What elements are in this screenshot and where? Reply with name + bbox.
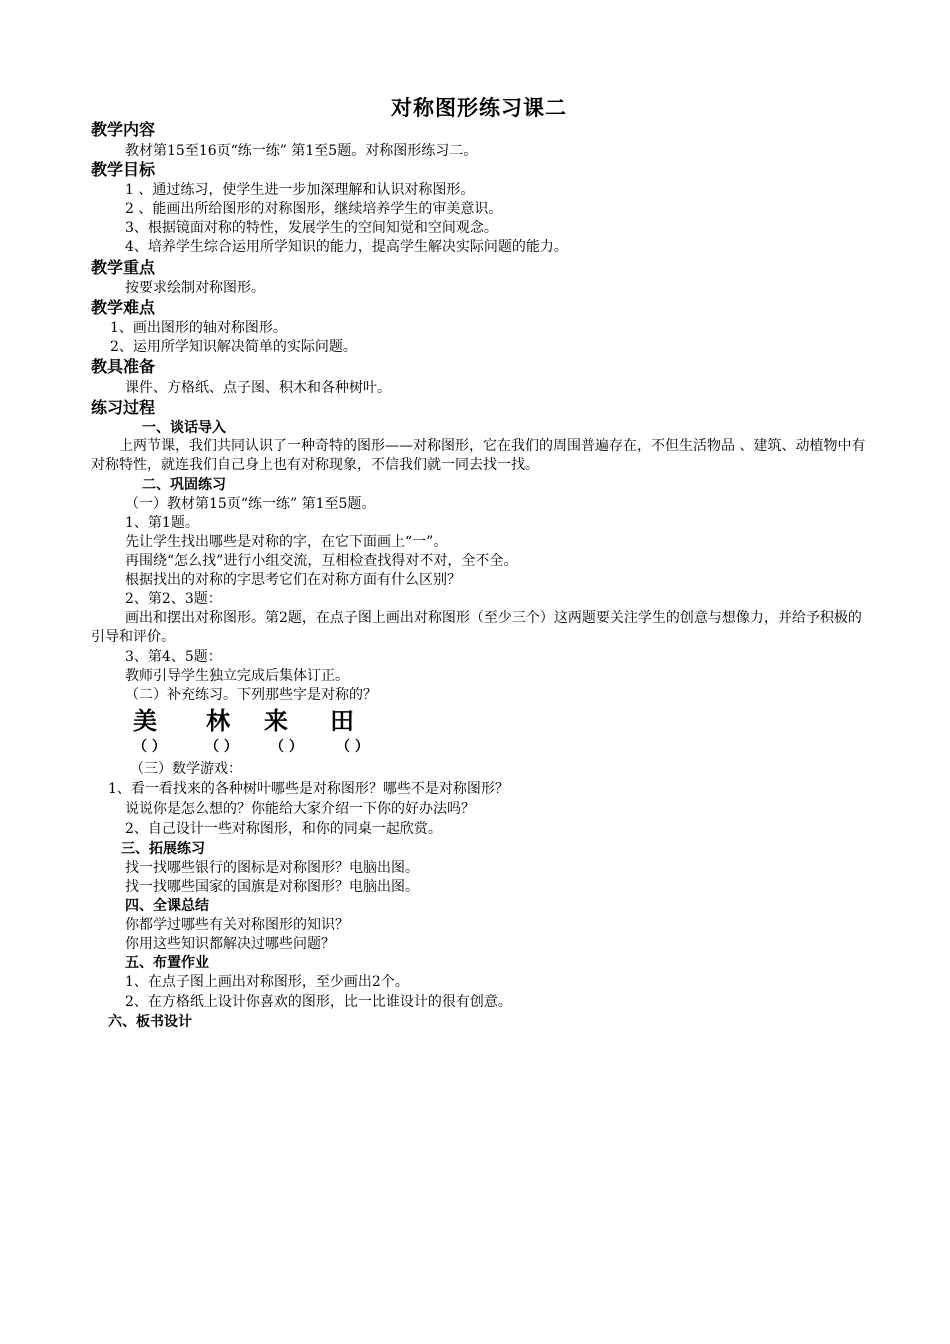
answer-blank: （ ） (336, 739, 369, 755)
content-text: 教材第15至16页“练一练” 第1至5题。对称图形练习二。 (125, 143, 478, 159)
part5-line: 2、在方格纸上设计你喜欢的图形，比一比谁设计的很有创意。 (125, 994, 512, 1010)
symmetric-char: 田 (330, 707, 354, 735)
difficulty-item: 1、画出图形的轴对称图形。 (110, 320, 287, 336)
heading-key-points: 教学重点 (91, 258, 156, 277)
part2-line: 1、第1题。 (125, 515, 199, 531)
part2-line: 教师引导学生独立完成后集体订正。 (125, 668, 349, 684)
part2-line: 2、第2、3题： (125, 591, 222, 607)
symmetric-char: 林 (206, 707, 230, 735)
goal-item: 1 、通过练习，使学生进一步加深理解和认识对称图形。 (125, 182, 475, 198)
heading-part3: 三、拓展练习 (121, 841, 205, 857)
document-title: 对称图形练习课二 (391, 96, 567, 120)
heading-content: 教学内容 (91, 120, 156, 139)
answer-blank: （ ） (270, 739, 303, 755)
heading-difficulties: 教学难点 (91, 298, 156, 317)
part2-line: 根据找出的对称的字思考它们在对称方面有什么区别？ (125, 572, 461, 588)
goal-item: 3、根据镜面对称的特性，发展学生的空间知觉和空间观念。 (125, 220, 498, 236)
part3-line: 找一找哪些国家的国旗是对称图形？电脑出图。 (125, 879, 419, 895)
symmetric-char: 美 (133, 707, 157, 735)
part2-line: 2、自己设计一些对称图形，和你的同桌一起欣赏。 (125, 821, 442, 837)
part2-line: 再围绕“怎么找”进行小组交流，互相检查找得对不对，全不全。 (125, 553, 518, 569)
part1-paragraph: 上两节课，我们共同认识了一种奇特的图形——对称图形，它在我们的周围普遍存在，不但生活物品 、建筑、动植物中有对称特性，就连我们自己身上也有对称现象，不信我们就一同去找一找。 (91, 438, 866, 473)
part3-line: 找一找哪些银行的图标是对称图形？电脑出图。 (125, 860, 419, 876)
part2-line: 先让学生找出哪些是对称的字，在它下面画上“一”。 (125, 534, 448, 550)
answer-blank: （ ） (133, 739, 166, 755)
symmetric-char: 来 (264, 707, 288, 735)
part2-line: 说说你是怎么想的？你能给大家介绍一下你的好办法吗？ (125, 801, 475, 817)
heading-tools: 教具准备 (91, 357, 156, 376)
goal-item: 4、培养学生综合运用所学知识的能力，提高学生解决实际问题的能力。 (125, 239, 568, 255)
part2-line: （三）数学游戏： (130, 761, 242, 777)
heading-part6: 六、板书设计 (108, 1014, 192, 1030)
part2-line: 1、看一看找来的各种树叶哪些是对称图形？哪些不是对称图形？ (108, 781, 509, 797)
tools-text: 课件、方格纸、点子图、积木和各种树叶。 (125, 380, 391, 396)
part4-line: 你用这些知识都解决过哪些问题？ (125, 936, 335, 952)
heading-process: 练习过程 (91, 398, 156, 417)
heading-part4: 四、全课总结 (125, 898, 209, 914)
heading-part5: 五、布置作业 (125, 955, 209, 971)
goal-item: 2 、能画出所给图形的对称图形，继续培养学生的审美意识。 (125, 201, 503, 217)
answer-blank: （ ） (205, 739, 238, 755)
part4-line: 你都学过哪些有关对称图形的知识？ (125, 917, 349, 933)
heading-part2: 二、巩固练习 (142, 477, 226, 493)
heading-goals: 教学目标 (91, 160, 156, 179)
difficulty-item: 2、运用所学知识解决简单的实际问题。 (110, 339, 357, 355)
part2-line: 3、第4、5题： (125, 649, 222, 665)
part2-line: （二）补充练习。下列那些字是对称的？ (125, 687, 377, 703)
part2-line: （一）教材第15页“练一练” 第1至5题。 (125, 496, 376, 512)
heading-part1: 一、谈话导入 (142, 420, 226, 436)
part2-paragraph: 画出和摆出对称图形。第2题，在点子图上画出对称图形（至少三个）这两题要关注学生的创意与想像力，并给予积极的引导和评价。 (91, 610, 862, 645)
part5-line: 1、在点子图上画出对称图形，至少画出2个。 (125, 974, 409, 990)
key-points-text: 按要求绘制对称图形。 (125, 280, 265, 296)
